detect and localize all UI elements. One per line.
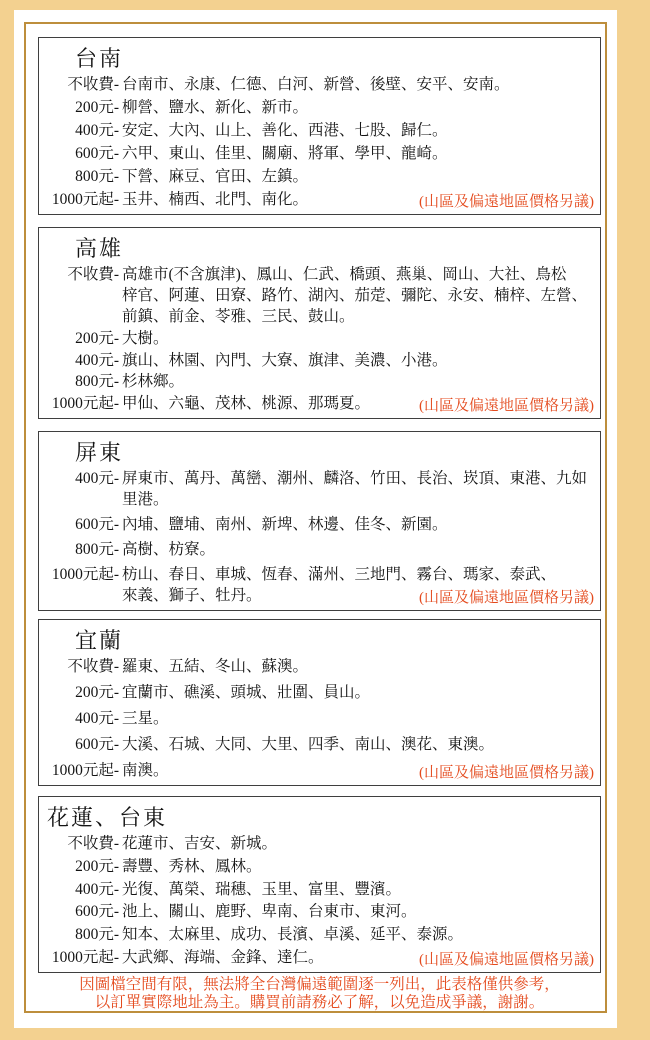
fee-row (39, 734, 592, 755)
fee-row (39, 74, 592, 95)
area-list-line: 梓官、阿蓮、田寮、路竹、湖內、茄萣、彌陀、永安、楠梓、左營、 (122, 287, 588, 304)
fee-tier-label: 800元- (75, 373, 119, 391)
fee-tier-label: 200元- (75, 329, 119, 347)
area-list (122, 97, 592, 118)
fee-tier-label: 400元- (75, 880, 119, 898)
remote-area-note: (山區及偏遠地區價格另議) (419, 194, 594, 210)
region-title: 花蓮、台東 (47, 805, 168, 830)
area-list-line: 前鎮、前金、苓雅、三民、鼓山。 (122, 308, 355, 325)
fee-row (39, 833, 592, 854)
area-list-line: 六甲、東山、佳里、關廟、將軍、學甲、龍崎。 (122, 145, 448, 162)
area-list-line: 南澳。 (122, 762, 169, 779)
area-list (122, 734, 592, 755)
fee-rows (39, 264, 592, 414)
fee-row (39, 143, 592, 164)
fee-tier-label: 600元- (75, 145, 119, 162)
remote-area-note: (山區及偏遠地區價格另議) (419, 952, 594, 968)
area-list-line: 枋山、春日、車城、恆春、滿州、三地門、霧台、瑪家、泰武、 (122, 566, 557, 583)
area-list (122, 468, 592, 510)
fee-tier-label: 200元- (75, 684, 119, 701)
fee-rows (39, 833, 592, 968)
area-list-line: 大溪、石城、大同、大里、四季、南山、澳花、東澳。 (122, 736, 495, 753)
fee-row (39, 166, 592, 187)
fee-tier-label: 400元- (75, 122, 119, 139)
white-panel (14, 10, 617, 1028)
fee-tier-label: 200元- (75, 857, 119, 875)
area-list (122, 143, 592, 164)
fee-row (39, 328, 592, 349)
fee-tier-label: 1000元起- (51, 395, 119, 412)
gold-frame (24, 22, 607, 1013)
region-section-5 (38, 796, 601, 973)
area-list-line: 下營、麻豆、官田、左鎮。 (122, 168, 309, 185)
region-title: 宜蘭 (75, 628, 124, 653)
footer-line: 因圖檔空間有限，無法將全台灣偏遠範圍逐一列出，此表格僅供參考， (79, 976, 560, 993)
area-list-line: 光復、萬榮、瑞穗、玉里、富里、豐濱。 (122, 880, 402, 898)
fee-row (39, 468, 592, 510)
fee-row (39, 901, 592, 922)
fee-rows (39, 656, 592, 781)
fee-row (39, 656, 592, 677)
area-list-line: 台南市、永康、仁德、白河、新營、後壁、安平、安南。 (122, 76, 510, 93)
area-list (122, 901, 592, 922)
area-list-line: 屏東市、萬丹、萬巒、潮州、麟洛、竹田、長治、崁頂、東港、九如 (122, 470, 588, 487)
region-title: 屏東 (75, 440, 124, 465)
remote-area-note: (山區及偏遠地區價格另議) (419, 590, 594, 606)
area-list-line: 高雄市(不含旗津)、鳳山、仁武、橋頭、燕巢、岡山、大社、鳥松 (122, 266, 567, 283)
area-list-line: 羅東、五結、冬山、蘇澳。 (122, 658, 309, 675)
fee-tier-label: 600元- (75, 516, 119, 533)
region-section-1 (38, 37, 601, 215)
fee-tier-label: 不收費- (67, 835, 119, 852)
fee-row (39, 97, 592, 118)
area-list-line: 旗山、林園、內門、大寮、旗津、美濃、小港。 (122, 351, 448, 369)
area-list (122, 120, 592, 141)
fee-tier-label: 200元- (75, 99, 119, 116)
area-list (122, 879, 592, 900)
area-list-line: 宜蘭市、礁溪、頭城、壯圍、員山。 (122, 684, 371, 701)
area-list (122, 708, 592, 729)
fee-row (39, 514, 592, 535)
area-list-line: 高樹、枋寮。 (122, 541, 216, 558)
fee-row (39, 682, 592, 703)
footer-disclaimer (38, 976, 601, 1011)
fee-tier-label: 1000元起- (51, 566, 119, 583)
area-list-line: 杉林鄉。 (122, 373, 185, 391)
area-list-line: 里港。 (122, 491, 169, 508)
area-list-line: 來義、獅子、牡丹。 (122, 587, 262, 604)
area-list-line: 大武鄉、海端、金鋒、達仁。 (122, 948, 324, 966)
area-list (122, 371, 592, 392)
area-list-line: 內埔、鹽埔、南州、新埤、林邊、佳冬、新園。 (122, 516, 448, 533)
footer-line: 以訂單實際地址為主。購買前請務必了解，以免造成爭議，謝謝。 (94, 993, 545, 1011)
area-list (122, 682, 592, 703)
fee-tier-label: 1000元起- (51, 762, 119, 779)
fee-rows (39, 468, 592, 606)
region-section-2 (38, 227, 601, 419)
area-list (122, 856, 592, 877)
fee-tier-label: 600元- (75, 903, 119, 921)
fee-tier-label: 1000元起- (51, 191, 119, 208)
fee-tier-label: 400元- (75, 351, 119, 369)
fee-tier-label: 不收費- (67, 266, 119, 283)
fee-tier-label: 800元- (75, 541, 119, 558)
area-list-line: 花蓮市、吉安、新城。 (122, 835, 278, 852)
area-list-line: 柳營、鹽水、新化、新市。 (122, 99, 309, 116)
fee-row (39, 539, 592, 560)
fee-row (39, 708, 592, 729)
area-list-line: 玉井、楠西、北門、南化。 (122, 191, 309, 208)
region-title: 高雄 (75, 236, 124, 261)
area-list (122, 264, 592, 327)
area-list (122, 514, 592, 535)
fee-tier-label: 不收費- (67, 76, 119, 93)
area-list-line: 池上、關山、鹿野、卑南、台東市、東河。 (122, 903, 417, 921)
area-list-line: 壽豐、秀林、鳳林。 (122, 857, 262, 875)
fee-row (39, 350, 592, 371)
area-list (122, 166, 592, 187)
area-list-line: 大樹。 (122, 329, 169, 347)
fee-row (39, 120, 592, 141)
area-list (122, 328, 592, 349)
fee-tier-label: 400元- (75, 710, 119, 727)
area-list-line: 甲仙、六龜、茂林、桃源、那瑪夏。 (122, 395, 371, 412)
area-list (122, 833, 592, 854)
area-list-line: 三星。 (122, 710, 169, 727)
fee-tier-label: 600元- (75, 736, 119, 753)
fee-tier-label: 1000元起- (51, 948, 119, 966)
area-list (122, 924, 592, 945)
area-list-line: 知本、太麻里、成功、長濱、卓溪、延平、泰源。 (122, 926, 464, 944)
fee-tier-label: 不收費- (67, 658, 119, 675)
fee-row (39, 879, 592, 900)
area-list (122, 350, 592, 371)
fee-row (39, 924, 592, 945)
area-list-line: 安定、大內、山上、善化、西港、七股、歸仁。 (122, 122, 448, 139)
area-list (122, 656, 592, 677)
fee-row (39, 371, 592, 392)
region-section-3 (38, 431, 601, 611)
fee-row (39, 264, 592, 327)
fee-tier-label: 800元- (75, 168, 119, 185)
region-section-4 (38, 619, 601, 786)
fee-rows (39, 74, 592, 210)
fee-tier-label: 800元- (75, 926, 119, 944)
fee-tier-label: 400元- (75, 470, 119, 487)
area-list (122, 539, 592, 560)
region-title: 台南 (75, 46, 124, 71)
remote-area-note: (山區及偏遠地區價格另議) (419, 765, 594, 781)
area-list (122, 74, 592, 95)
fee-row (39, 856, 592, 877)
sections-container (38, 37, 601, 973)
remote-area-note: (山區及偏遠地區價格另議) (419, 398, 594, 414)
